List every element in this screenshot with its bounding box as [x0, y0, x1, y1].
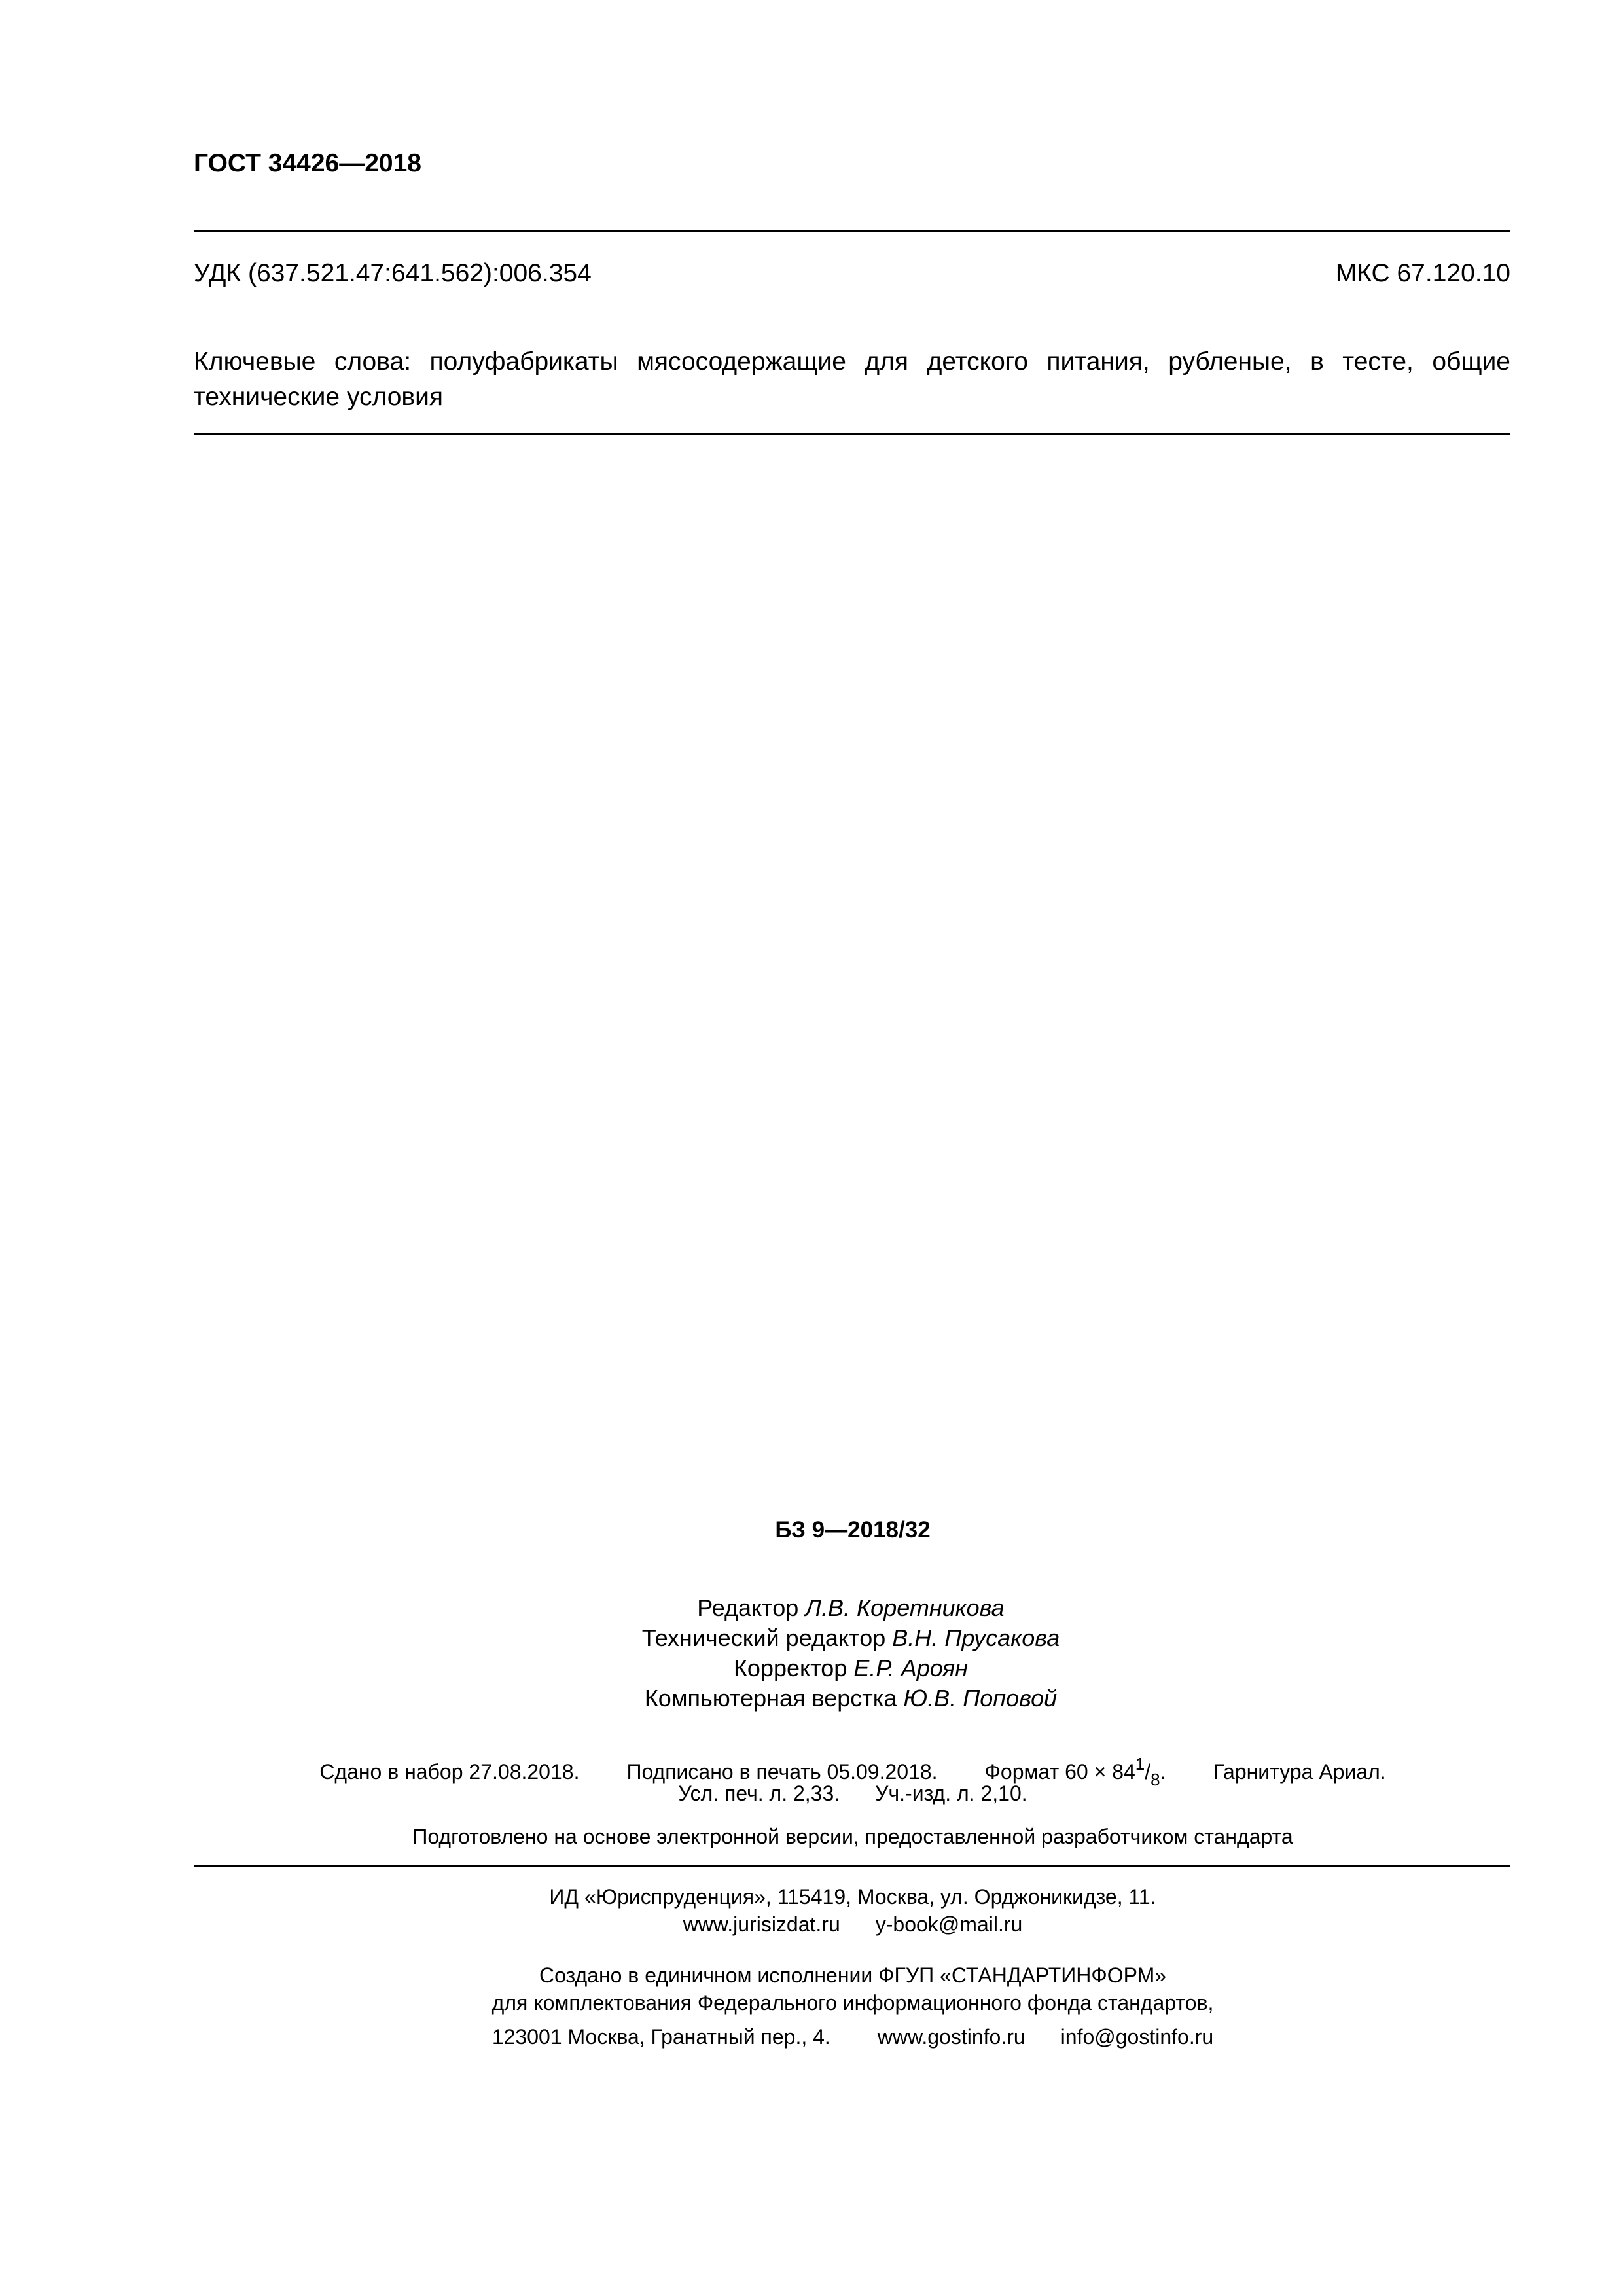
keywords-line-2: технические условия — [194, 383, 444, 411]
keywords-rule — [194, 433, 1510, 435]
credit-name: Ю.В. Поповой — [903, 1685, 1058, 1712]
top-rule — [194, 230, 1510, 232]
creator-address: 123001 Москва, Гранатный пер., 4. — [491, 2025, 830, 2049]
credit-name: В.Н. Прусакова — [892, 1624, 1060, 1651]
credit-name: Е.Р. Ароян — [853, 1655, 969, 1681]
credit-role: Редактор — [697, 1594, 799, 1621]
credit-role: Компьютерная верстка — [644, 1685, 897, 1712]
credit-role: Корректор — [733, 1655, 847, 1681]
credit-name: Л.В. Коретникова — [805, 1594, 1005, 1621]
publisher-email: y-book@mail.ru — [875, 1912, 1023, 1936]
created-contacts — [0, 2025, 1623, 2049]
bz-number: БЗ 9—2018/32 — [775, 1517, 931, 1543]
signed-date: Подписано в печать 05.09.2018. — [626, 1760, 938, 1784]
mks-code: МКС 67.120.10 — [1335, 259, 1510, 287]
publisher-address: ИД «Юриспруденция», 115419, Москва, ул. Орджоникидзе, 11. — [549, 1885, 1156, 1909]
publisher-contacts — [0, 1912, 1623, 1937]
keywords-block — [194, 344, 1510, 415]
credit-editor — [0, 1594, 1623, 1622]
publisher-rule — [194, 1865, 1510, 1867]
credit-corrector — [0, 1655, 1623, 1682]
typeface: Гарнитура Ариал. — [1213, 1760, 1386, 1784]
print-info-line-2 — [0, 1782, 1623, 1806]
format-suffix: . — [1160, 1760, 1166, 1784]
paper-format — [984, 1754, 1166, 1789]
keywords-line-1: Ключевые слова: полуфабрикаты мясосодержащие для детского питания, рубленые, в тесте, общие — [194, 348, 1510, 376]
submitted-date: Сдано в набор 27.08.2018. — [319, 1760, 580, 1784]
usl-sheets: Усл. печ. л. 2,33. — [678, 1782, 840, 1805]
document-code: ГОСТ 34426—2018 — [194, 149, 421, 177]
uch-sheets: Уч.-изд. л. 2,10. — [875, 1782, 1027, 1805]
created-line-1: Создано в единичном исполнении ФГУП «СТАНДАРТИНФОРМ» — [539, 1964, 1167, 1987]
credit-layout — [0, 1685, 1623, 1712]
format-numerator: 1 — [1135, 1754, 1145, 1774]
format-denominator: 8 — [1150, 1770, 1160, 1789]
creator-email: info@gostinfo.ru — [1060, 2025, 1214, 2049]
prepared-note: Подготовлено на основе электронной версии, предоставленной разработчиком стандарта — [412, 1825, 1293, 1848]
udk-code: УДК (637.521.47:641.562):006.354 — [194, 259, 592, 287]
credit-tech-editor — [0, 1624, 1623, 1652]
created-line-2: для комплектования Федерального информационного фонда стандартов, — [491, 1991, 1214, 2015]
credit-role: Технический редактор — [641, 1624, 886, 1651]
format-separator: / — [1145, 1760, 1151, 1784]
format-prefix: Формат 60 × 84 — [984, 1760, 1135, 1784]
creator-website: www.gostinfo.ru — [877, 2025, 1026, 2049]
publisher-website: www.jurisizdat.ru — [683, 1912, 840, 1936]
